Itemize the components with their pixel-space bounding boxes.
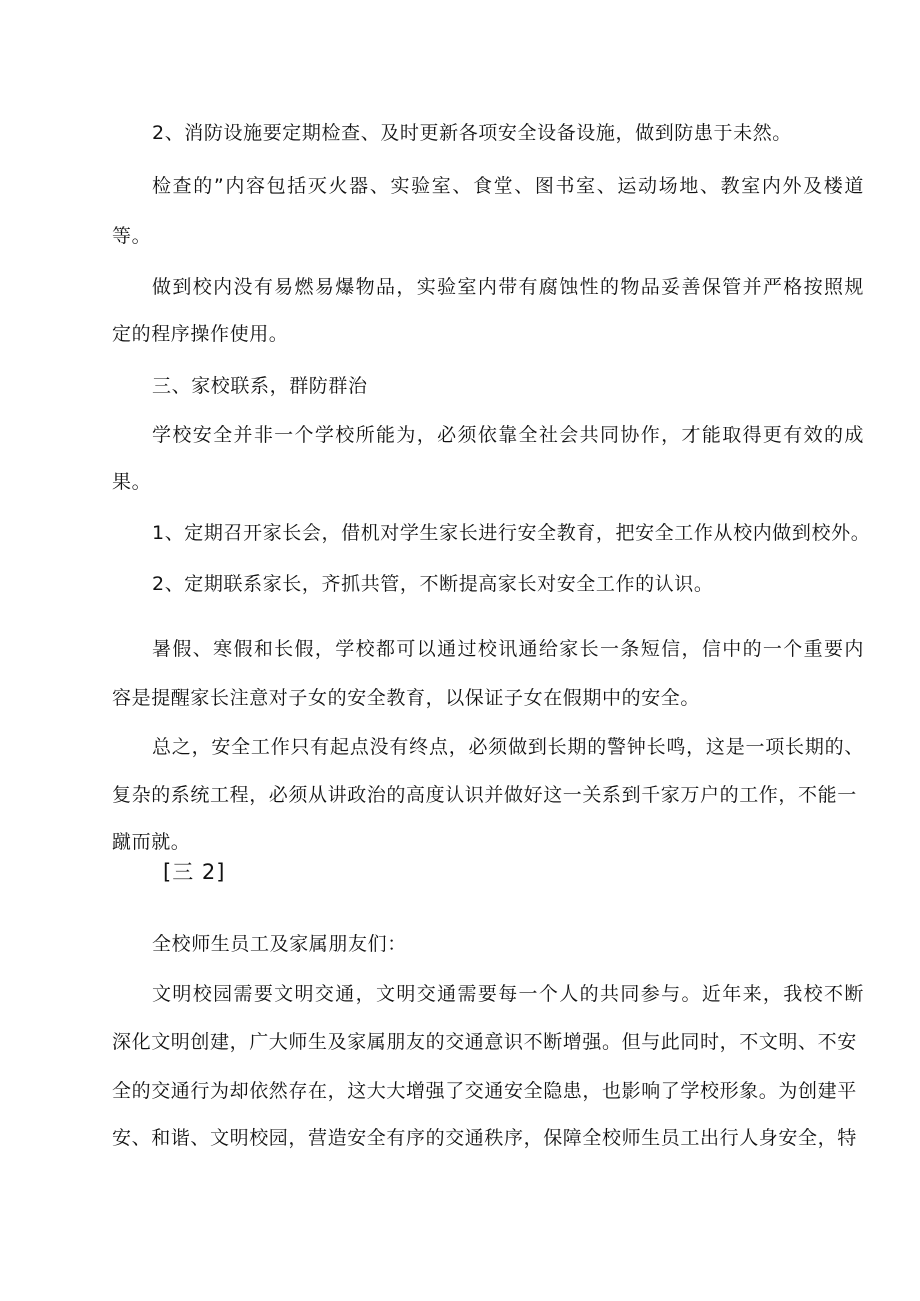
text-line: 定的程序操作使用。 <box>112 323 289 345</box>
text-line: 全的交通行为却依然存在，这大大增强了交通安全隐患，也影响了学校形象。为创建平 <box>112 1080 857 1102</box>
section-marker: [三 2] <box>163 860 226 884</box>
text-line: 等。 <box>112 225 152 247</box>
text-line: 容是提醒家长注意对子女的安全教育，以保证子女在假期中的安全。 <box>112 687 701 709</box>
text-line: 总之，安全工作只有起点没有终点，必须做到长期的警钟长鸣，这是一项长期的、 <box>152 736 864 758</box>
text-line: 1、定期召开家长会，借机对学生家长进行安全教育，把安全工作从校内做到校外。 <box>152 522 871 544</box>
text-line: 文明校园需要文明交通，文明交通需要每一个人的共同参与。近年来，我校不断 <box>152 983 864 1005</box>
text-line: 复杂的系统工程，必须从讲政治的高度认识并做好这一关系到千家万户的工作，不能一 <box>112 784 857 806</box>
text-line: 做到校内没有易燃易爆物品，实验室内带有腐蚀性的物品妥善保管并严格按照规 <box>152 276 864 298</box>
text-line: 果。 <box>112 471 152 493</box>
text-line: 2、定期联系家长，齐抓共管，不断提高家长对安全工作的认识。 <box>152 573 714 595</box>
text-line: 检查的”内容包括灭火器、实验室、食堂、图书室、运动场地、教室内外及楼道 <box>152 175 864 197</box>
salutation: 全校师生员工及家属朋友们： <box>152 933 407 955</box>
section-heading: 三、家校联系，群防群治 <box>152 375 368 397</box>
text-line: 深化文明创建，广大师生及家属朋友的交通意识不断增强。但与此同时，不文明、不安 <box>112 1031 857 1053</box>
text-line: 2、消防设施要定期检查、及时更新各项安全设备设施，做到防患于未然。 <box>152 122 792 144</box>
text-line: 学校安全并非一个学校所能为，必须依靠全社会共同协作，才能取得更有效的成 <box>152 424 864 446</box>
text-line: 蹴而就。 <box>112 831 191 853</box>
text-line: 暑假、寒假和长假，学校都可以通过校讯通给家长一条短信，信中的一个重要内 <box>152 638 864 660</box>
text-line: 安、和谐、文明校园，营造安全有序的交通秩序，保障全校师生员工出行人身安全，特 <box>112 1127 857 1149</box>
